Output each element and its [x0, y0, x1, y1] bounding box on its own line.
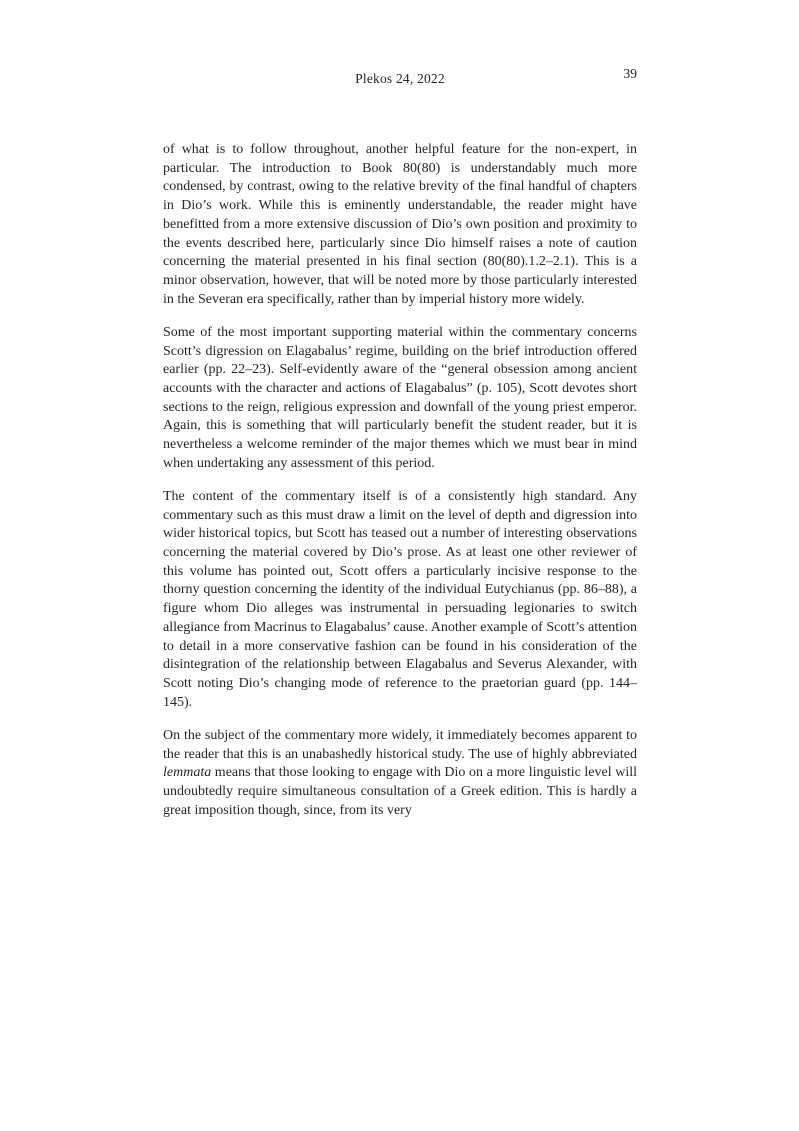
journal-title: Plekos 24, 2022	[355, 71, 445, 86]
italic-term: lemmata	[163, 765, 212, 781]
paragraph: On the subject of the commentary more widely, it immediately becomes apparent to the reader that this is an unabashedly historical study. The use of highly abbreviated lemmata means that those looking to engage with Dio on a more linguistic level will undoubtedly require simultaneous consultation of a Greek edition. This is hardly a great imposition though, since, from its very	[163, 727, 637, 818]
paragraph: Some of the most important supporting material within the commentary concerns Scott’s digression on Elagabalus’ regime, building on the brief introduction offered earlier (pp. 22–23). Self-evidently aware of the “general obsession among ancient accounts with the character and actions of Elagabalus” (p. 105), Scott devotes short sections to the reign, religious expression and downfall of the young priest emperor. Again, this is something that will particularly benefit the student reader, but it is nevertheless a welcome reminder of the major themes which we must bear in mind when undertaking any assessment of this period.	[163, 324, 637, 471]
body-text	[163, 141, 637, 820]
paragraph: of what is to follow throughout, another helpful feature for the non-expert, in particular. The introduction to Book 80(80) is understandably much more condensed, by contrast, owing to the relative brevity of the final handful of chapters in Dio’s work. While this is eminently understandable, the reader might have benefitted from a more extensive discussion of Dio’s own position and proximity to the events described here, particularly since Dio himself raises a note of caution concerning the material presented in his final section (80(80).1.2–2.1). This is a minor observation, however, that will be noted more by those particularly interested in the Severan era specifically, rather than by imperial history more widely.	[163, 142, 637, 307]
paragraph: The content of the commentary itself is of a consistently high standard. Any commentary such as this must draw a limit on the level of depth and digression into wider historical topics, but Scott has teased out a number of interesting observations concerning the material covered by Dio’s prose. As at least one other reviewer of this volume has pointed out, Scott offers a particularly incisive response to the thorny question concerning the identity of the individual Eutychianus (pp. 86–88), a figure whom Dio alleges was instrumental in persuading legionaries to switch allegiance from Macrinus to Elagabalus’ cause. Another example of Scott’s attention to detail in a more conservative fashion can be found in his consideration of the disintegration of the relationship between Elagabalus and Severus Alexander, with Scott noting Dio’s changing mode of reference to the praetorian guard (pp. 144–145).	[163, 488, 637, 710]
page-number: 39	[623, 66, 637, 81]
